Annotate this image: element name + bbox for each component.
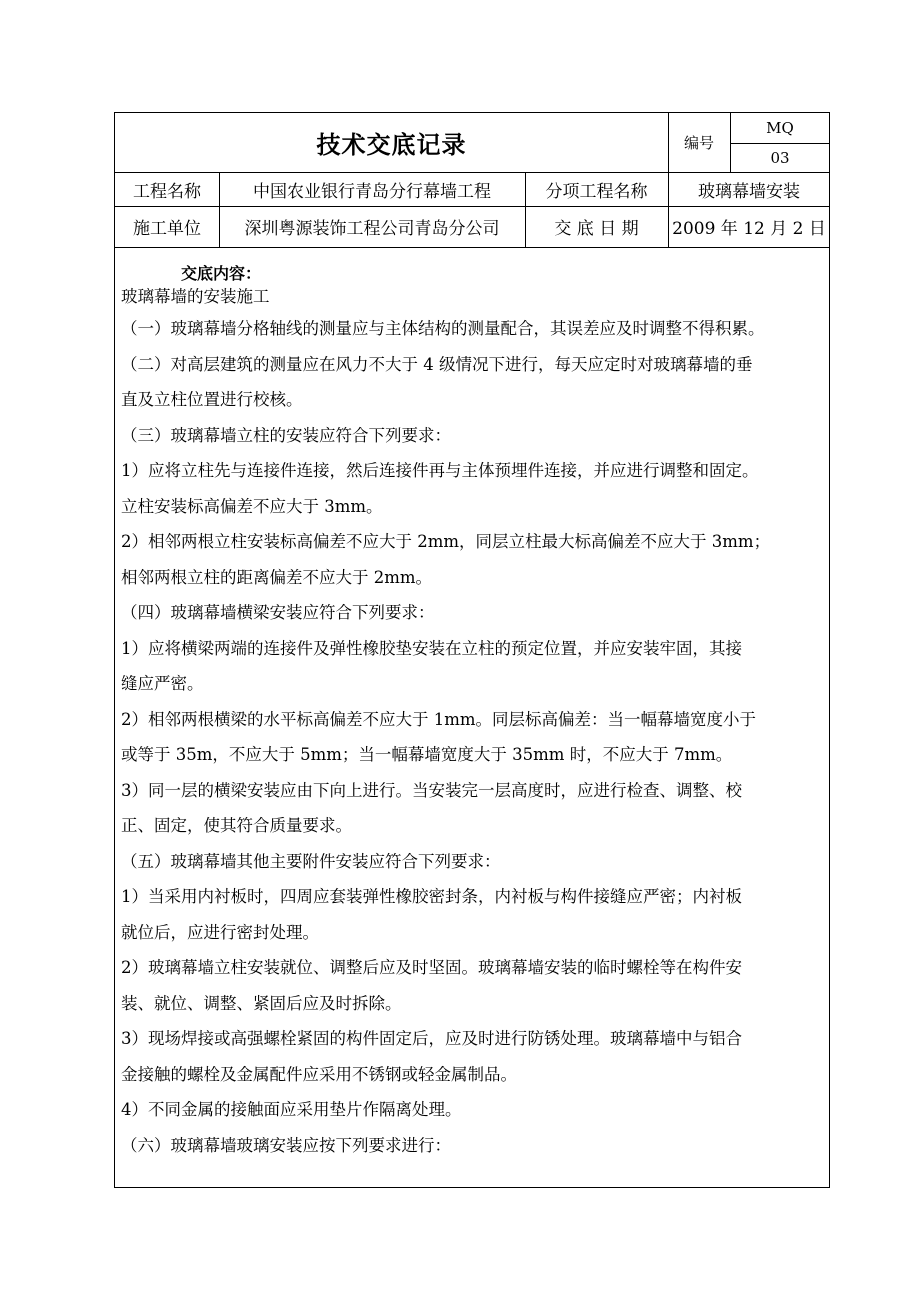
content-line: 就位后，应进行密封处理。	[121, 922, 319, 942]
content-line: 4）不同金属的接触面应采用垫片作隔离处理。	[121, 1100, 462, 1119]
content-line: 金接触的螺栓及金属配件应采用不锈钢或轻金属制品。	[121, 1064, 517, 1084]
contractor-label: 施工单位	[133, 219, 201, 239]
content-line: 立柱安装标高偏差不应大于 3mm。	[121, 496, 383, 516]
content-line: （三）玻璃幕墙立柱的安装应符合下列要求：	[121, 425, 451, 445]
content-heading: 交底内容：	[181, 264, 262, 283]
number-code: MQ	[766, 119, 794, 137]
content-line: 2）玻璃幕墙立柱安装就位、调整后应及时坚固。玻璃幕墙安装的临时螺栓等在构件安	[121, 958, 742, 977]
briefing-content	[121, 263, 829, 1163]
content-line: 3）同一层的横梁安装应由下向上进行。当安装完一层高度时，应进行检查、调整、校	[121, 780, 742, 800]
form-title: 技术交底记录	[316, 131, 467, 159]
contractor-value: 深圳粤源装饰工程公司青岛分公司	[244, 219, 500, 239]
sub-project-value: 玻璃幕墙安装	[698, 181, 800, 202]
number-label: 编号	[683, 134, 714, 152]
number-value: 03	[770, 148, 790, 167]
content-line: 3）现场焊接或高强螺栓紧固的构件固定后，应及时进行防锈处理。玻璃幕墙中与铝合	[121, 1029, 742, 1048]
content-line: （五）玻璃幕墙其他主要附件安装应符合下列要求：	[121, 851, 501, 871]
technical-briefing-record-form	[114, 112, 830, 1188]
content-line: 2）相邻两根横梁的水平标高偏差不应大于 1mm。同层标高偏差：当一幅幕墙宽度小于	[121, 709, 757, 729]
content-line: 1）应将立柱先与连接件连接，然后连接件再与主体预埋件连接，并应进行调整和固定。	[121, 461, 759, 480]
project-name-label: 工程名称	[133, 181, 201, 202]
content-line: 相邻两根立柱的距离偏差不应大于 2mm。	[121, 567, 433, 587]
content-line: 或等于 35m，不应大于 5mm；当一幅幕墙宽度大于 35mm 时，不应大于 7mm。	[121, 745, 733, 764]
content-line: 缝应严密。	[121, 674, 204, 693]
briefing-date-label: 交 底 日 期	[554, 219, 639, 239]
content-line: 直及立柱位置进行校核。	[121, 390, 303, 409]
content-line: （一）玻璃幕墙分格轴线的测量应与主体结构的测量配合，其误差应及时调整不得积累。	[121, 319, 765, 338]
content-line: 1）当采用内衬板时，四周应套装弹性橡胶密封条，内衬板与构件接缝应严密；内衬板	[121, 887, 742, 906]
content-line: 正、固定，使其符合质量要求。	[121, 816, 352, 835]
sub-project-label: 分项工程名称	[545, 181, 648, 202]
row-divider	[115, 247, 829, 248]
content-line: 1）应将横梁两端的连接件及弹性橡胶垫安装在立柱的预定位置，并应安装牢固，其接	[121, 638, 742, 658]
content-line: 装、就位、调整、紧固后应及时拆除。	[121, 993, 402, 1013]
content-intro: 玻璃幕墙的安装施工	[121, 287, 270, 306]
briefing-date-value: 2009 年 12 月 2 日	[672, 219, 826, 239]
content-line: （二）对高层建筑的测量应在风力不大于 4 级情况下进行，每天应定时对玻璃幕墙的垂	[121, 354, 753, 374]
project-name-value: 中国农业银行青岛分行幕墙工程	[253, 181, 491, 202]
content-line: （六）玻璃幕墙玻璃安装应按下列要求进行：	[121, 1135, 451, 1155]
content-line: （四）玻璃幕墙横梁安装应符合下列要求：	[121, 603, 435, 622]
content-line: 2）相邻两根立柱安装标高偏差不应大于 2mm，同层立柱最大标高偏差不应大于 3mm；	[121, 532, 771, 551]
